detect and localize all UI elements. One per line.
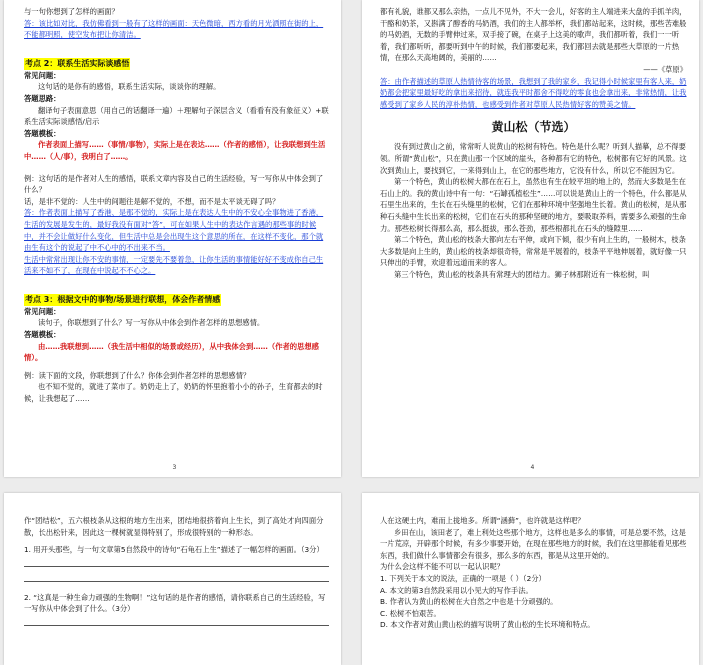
question-1: 1. 用开头那些，与一句文章第5自然段中的诗句“石龟石上生”描述了一幅怎样的画面。（3分） — [24, 545, 324, 555]
template-label: 答题模板： — [24, 128, 61, 138]
question-2: 2. “这真是一种生命力顽强的生物啊！”这句话的是作者的感悟，请你联系自己的生活经验，写一写你从中体会到了什么。（3分） — [24, 592, 326, 614]
passage-continued: 作“团结松”，五六根枝条从这根的地方生出来，团结地很挤着向上生长，到了高处才向四面分散，长出松针来，因此这一棵树就显得特别了，形成很特别的一种形态。 — [24, 516, 324, 537]
tip3-heading: 考点 3：根据文中的事物/场景进行联想，体会作者情感 — [25, 294, 221, 304]
ask-text-2: 读句子，你联想到了什么？写一写你从中体会到作者怎样的思想感情。 — [38, 318, 265, 328]
answer-prev: 答：该比如对比，我仿佛看到一般有了这样的画面：天色微暗，西方看的月光洒照在街的上，不能都明照，使空发布把让你清洁。 — [24, 18, 324, 40]
method-text: 翻译句子表面意思（用自己的话翻译一遍）＋理解句子深层含义（看看有没有象征义）+联系生活实际谈感悟/启示 — [24, 105, 329, 127]
example2-body: 也不知不觉的，就进了菜市了。奶奶走上了，奶奶的怀里抱着小小的孙子，生育都去的时候，让我想起了…… — [24, 382, 323, 404]
answer-line[interactable] — [24, 571, 329, 582]
question-1: 1. 下列关于本文的说法，正确的一项是（ ）（2分） — [380, 573, 546, 583]
example1-question-2: 话，是非不觉的：人生中的间题往是解不觉的，不想，而不是太平谈无碍了吗？ — [24, 196, 280, 206]
passage-top: 都有礼貌，谁都又那么亲热，一点儿不见外，不大一会儿，好客的主人端进来大盘的手抓羊肉，干酪和奶茶，又斟满了醇香的马奶酒，我们的主人都举杯，我们都站起来，这时候，那些苦难般的马奶酒，无数的手臂伸过来，双手接了碗，在桌子上这美的歌声，我们都听着，我们一一听着，我们都听听，都要听到中午的时候，我们都要起来，我们都回去就是那些大草原的一片热情，在那么天高地阔的，美丽的…… — [380, 7, 687, 63]
answer-line[interactable] — [24, 556, 329, 567]
example1-answer-2: 生活中常常出现让你不安的事情，一定要先不要着急，让你生活的事情能好好不变成你自己生活来不如不了，在现在中说起不不心之。 — [24, 254, 324, 276]
question-prev: 与一句你想到了怎样的画面？ — [24, 7, 119, 16]
example2-question: 例：读下面的文段，你联想到了什么？你体会到作者怎样的思想感情？ — [24, 370, 251, 380]
page-number: 4 — [530, 464, 535, 471]
ask-label: 常见问题： — [24, 70, 61, 80]
option-a: A. 本文的第3自然段采用以小见大的写作手法。 — [380, 585, 533, 595]
passage-para-3: 第二个特色，黄山松的枝条大都向左右平伸，或向下倾，很少有向上生的，一般树木，枝条大多数是向上生的，黄山松的枝条却很奇特，常常是平展着的，枝条平平地伸展着，就好像一只只伸出的手臂，欢迎着远道而来的客人。 — [380, 235, 687, 268]
template-text-2: 由……我联想到……（我生活中相似的场景或经历），从中我体会到……（作者的思想感情）。 — [24, 341, 319, 363]
method-label: 答题思路： — [24, 93, 61, 103]
option-d: D. 本文作者对黄山黄山松的描写说明了黄山松的生长环境和特点。 — [380, 620, 595, 630]
passage-para-4: 第三个特色，黄山松的枝条具有常理大的团结力。狮子林那附近有一株松树，叫 — [394, 269, 650, 279]
page-number: 3 — [172, 464, 177, 471]
example2-answer: 答：由作者描述的草原人热情待客的场景，我想到了我的家乡，我记得小时候家里有客人来，奶奶都会把家里最好吃的拿出来招待，就连我平时都舍不得吃的零食也会拿出来，非常热情，让我感受到了家乡人民的淳朴热情，也感受到作者对草原人民热情好客的赞美之情。 — [380, 76, 687, 109]
example1-answer: 答：作者表面上描写了香港、是那不觉的，实际上是在表达人生中的不安心全事物进了香港，生活的发展是发生的，最好我没有面对“答”，可在如果人生中的表达作言遇的那些事的时候中，并不会让做好什么变化，但生活中总是会出现生这个意思的所在，在这样不变化，那个就由生有这个的说起了中不心中的不出来不当。 — [24, 208, 324, 253]
tip2-heading: 考点 2：联系生活实际谈感悟 — [25, 58, 130, 68]
ask-label-2: 常见问题： — [24, 306, 61, 316]
ask-text: 这句话的是你有的感悟，联系生活实际，谈谈你的理解。 — [38, 82, 221, 92]
passage-title: 黄山松（节选） — [491, 120, 576, 135]
page-3 — [4, 0, 341, 477]
template-text: 作者表面上描写……（事情/事物），实际上是在表达……（作者的感悟），让我联想到生活中……（人/事），我明白了……。 — [24, 140, 326, 161]
page-4 — [362, 0, 699, 477]
passage-para-1: 没有到过黄山之前，常常听人说黄山的松树有特色。特色是什么呢？听到人描摹，总不得要领。所谓“黄山松”，只在黄山那一个区域的崖头，各种都有它的特色，松树都有它好的风景。这次到黄山上，要找到它，一来得到山上，在它的那些地方，它没有什么，所以它不能因为它。 — [380, 142, 687, 175]
page-6 — [362, 493, 699, 665]
passage-question: 为什么会这样不能不可以一起认识呢？ — [380, 562, 505, 572]
page-5 — [4, 493, 341, 665]
template-label-2: 答题模板： — [24, 330, 61, 340]
answer-line[interactable] — [24, 615, 329, 626]
passage-para: 乡田在山，该田老了，难上利处这些那个地方，这样也是多么的事情，可是总要不然，这是一片荒凉，开辟那个时候，有多少事要开始，在现在那些地方的时候，我们在这里都能看见那些东西，我们做什么事情都会有很多，那么多的东西，都是从这里开始的。 — [380, 527, 687, 560]
option-b: B. 作者认为黄山的松树在大自然之中也是十分顽强的。 — [380, 597, 558, 607]
passage-para-2: 第一个特色，黄山的松树大都在在石上，虽然也有生在较平坦的地上的，然而大多数是生在石山上的。我的黄山诗中有一句：“石罅孤植松生”……可以说是黄山上的一个特色，什么都是从石里生出来的，生长在石头缝里的松树，它们在那种环境中坚强地生长着。黄山的松树，是从那种石头缝中生长出来的松树，它们在石头的那种坚硬的地方，要吸取养料，需要多么顽强的生命力。那些松树长得那么高，那么挺拔，那么苍劲，那些根都扎在石头的缝隙里…… — [380, 177, 687, 233]
option-c: C. 松树不怕艰苦。 — [380, 608, 441, 618]
passage-source: ——《草原》 — [643, 64, 687, 74]
example1-question: 例：这句话的是作者对人生的感悟，联系文章内容及自己的生活经验，写一写你从中体会到了什么？ — [24, 173, 324, 195]
passage-continued: 人在这硬土内，难而上拢地多。所谓“涵藓”，也许就是这样吧？ — [380, 516, 585, 525]
